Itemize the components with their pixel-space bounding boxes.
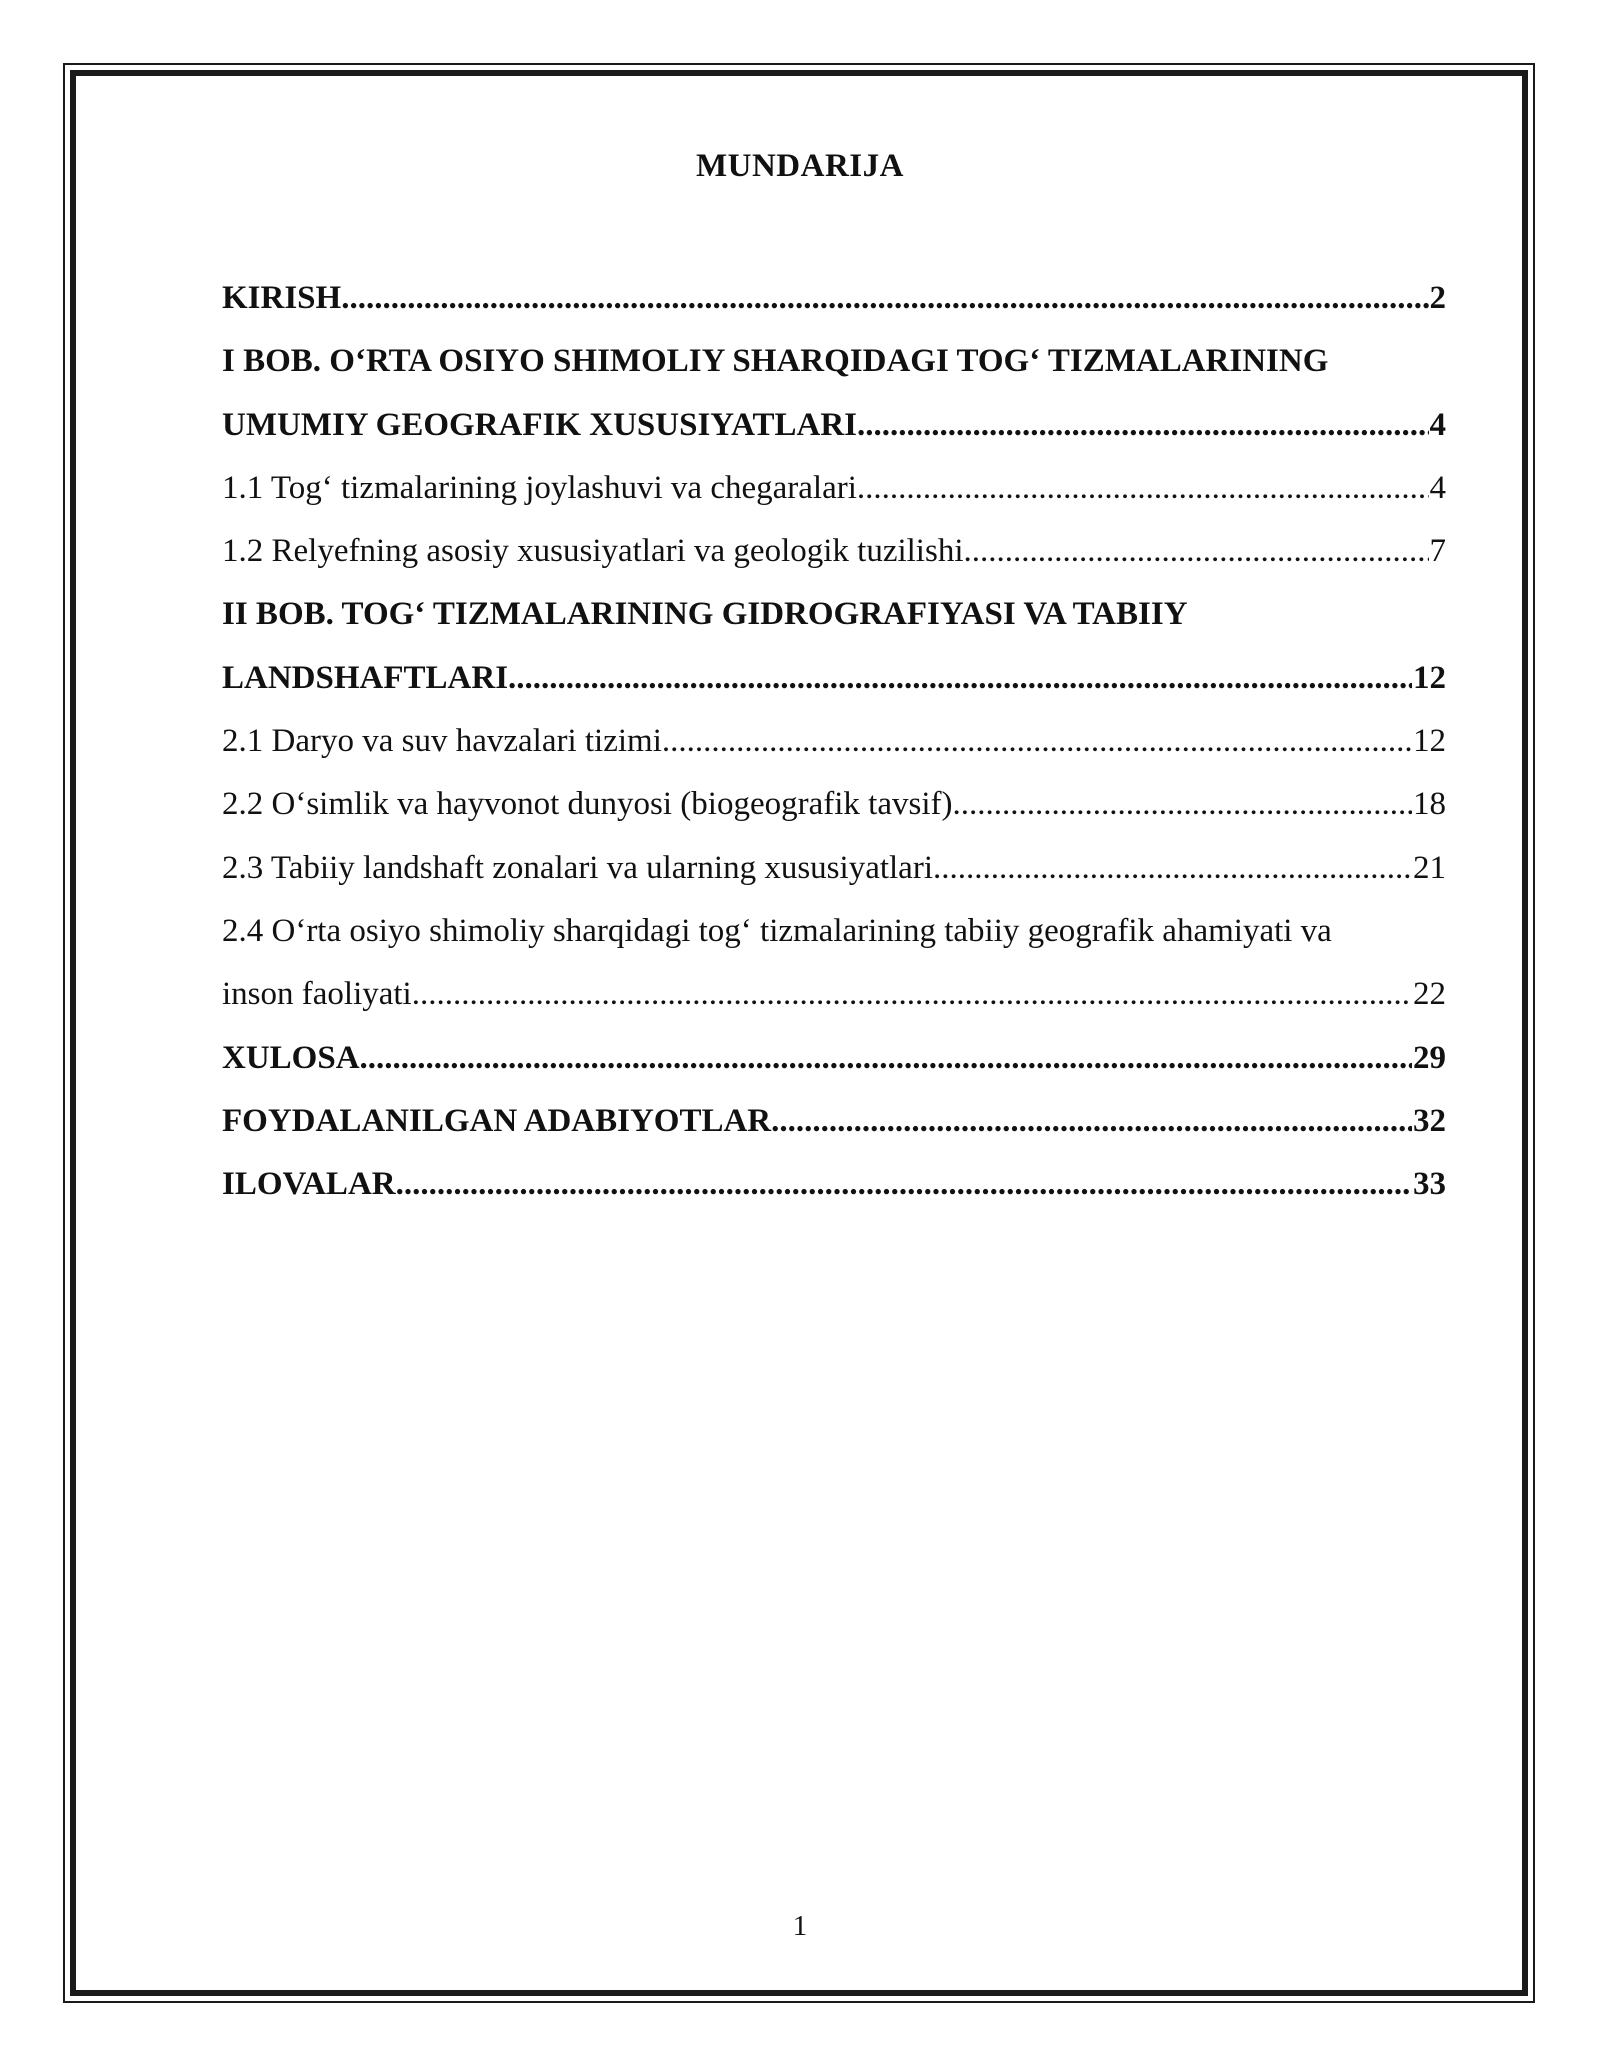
toc-entry-page: 4 (1429, 469, 1446, 506)
toc-dot-leader (771, 1090, 1412, 1153)
toc-entry[interactable] (222, 1153, 1446, 1216)
toc-entry-title: 1.1 Tog‘ tizmalarining joylashuvi va chegaralari (222, 469, 857, 506)
toc-entry-title: II BOB. TOG‘ TIZMALARINING GIDROGRAFIYASI VA TABIIY (222, 596, 1188, 633)
toc-dot-leader (964, 520, 1429, 583)
toc-entry-page: 4 (1429, 406, 1446, 443)
toc-entry[interactable] (222, 1027, 1446, 1090)
toc-entry-title: 2.2 O‘simlik va hayvonot dunyosi (biogeografik tavsif) (222, 786, 953, 823)
toc-dot-leader (341, 267, 1428, 330)
toc-entry-title: XULOSA (222, 1039, 360, 1076)
toc-entry-page: 18 (1413, 786, 1446, 823)
toc-entry-page: 33 (1413, 1166, 1446, 1203)
toc-entry[interactable] (222, 330, 1446, 393)
toc-entry[interactable] (222, 583, 1446, 646)
toc-dot-leader (396, 1153, 1412, 1216)
toc-entry-title: LANDSHAFTLARI (222, 659, 509, 696)
toc-entry-page: 2 (1429, 280, 1446, 316)
toc-entry-page: 21 (1413, 849, 1446, 886)
toc-entry[interactable] (222, 1090, 1446, 1153)
toc-entry[interactable] (222, 267, 1446, 330)
toc-entry[interactable] (222, 963, 1446, 1026)
toc-entry-page: 12 (1413, 723, 1446, 760)
toc-entry-title: KIRISH (222, 280, 342, 316)
toc-entry-title: 2.1 Daryo va suv havzalari tizimi (222, 723, 662, 760)
toc-entry-page: 12 (1413, 659, 1446, 696)
toc-entry-title: FOYDALANILGAN ADABIYOTLAR (222, 1102, 772, 1139)
toc-entry[interactable] (222, 837, 1446, 900)
toc-entry-page: 22 (1413, 976, 1446, 1013)
toc-title: MUNDARIJA (696, 148, 904, 184)
toc-dot-leader (662, 710, 1412, 773)
table-of-contents (222, 267, 1446, 1216)
toc-entry[interactable] (222, 520, 1446, 583)
toc-dot-leader (508, 647, 1412, 710)
toc-entry[interactable] (222, 647, 1446, 710)
toc-dot-leader (360, 1027, 1412, 1090)
toc-dot-leader (952, 773, 1412, 836)
toc-entry[interactable] (222, 710, 1446, 773)
toc-entry-title: I BOB. O‘RTA OSIYO SHIMOLIY SHARQIDAGI TOG‘ TIZMALARINING (222, 343, 1329, 380)
toc-entry-title: inson faoliyati (222, 976, 412, 1013)
toc-entry-title: UMUMIY GEOGRAFIK XUSUSIYATLARI (222, 406, 858, 443)
page-number: 1 (792, 1910, 808, 1942)
toc-entry-title: 2.4 O‘rta osiyo shimoliy sharqidagi tog‘ tizmalarining tabiiy geografik ahamiyati va (222, 912, 1332, 949)
toc-dot-leader (933, 837, 1412, 900)
toc-entry-page: 32 (1413, 1102, 1446, 1139)
toc-dot-leader (412, 963, 1412, 1026)
toc-entry-page: 7 (1429, 533, 1446, 570)
toc-entry-page: 29 (1413, 1039, 1446, 1076)
toc-entry[interactable] (222, 394, 1446, 457)
toc-entry-title: 1.2 Relyefning asosiy xususiyatlari va geologik tuzilishi (222, 533, 964, 570)
toc-entry[interactable] (222, 773, 1446, 836)
toc-entry[interactable] (222, 900, 1446, 963)
toc-entry[interactable] (222, 457, 1446, 520)
toc-dot-leader (857, 457, 1429, 520)
toc-entry-title: 2.3 Tabiiy landshaft zonalari va ularning xususiyatlari (222, 849, 933, 886)
toc-entry-title: ILOVALAR (222, 1166, 396, 1203)
toc-dot-leader (857, 394, 1428, 457)
